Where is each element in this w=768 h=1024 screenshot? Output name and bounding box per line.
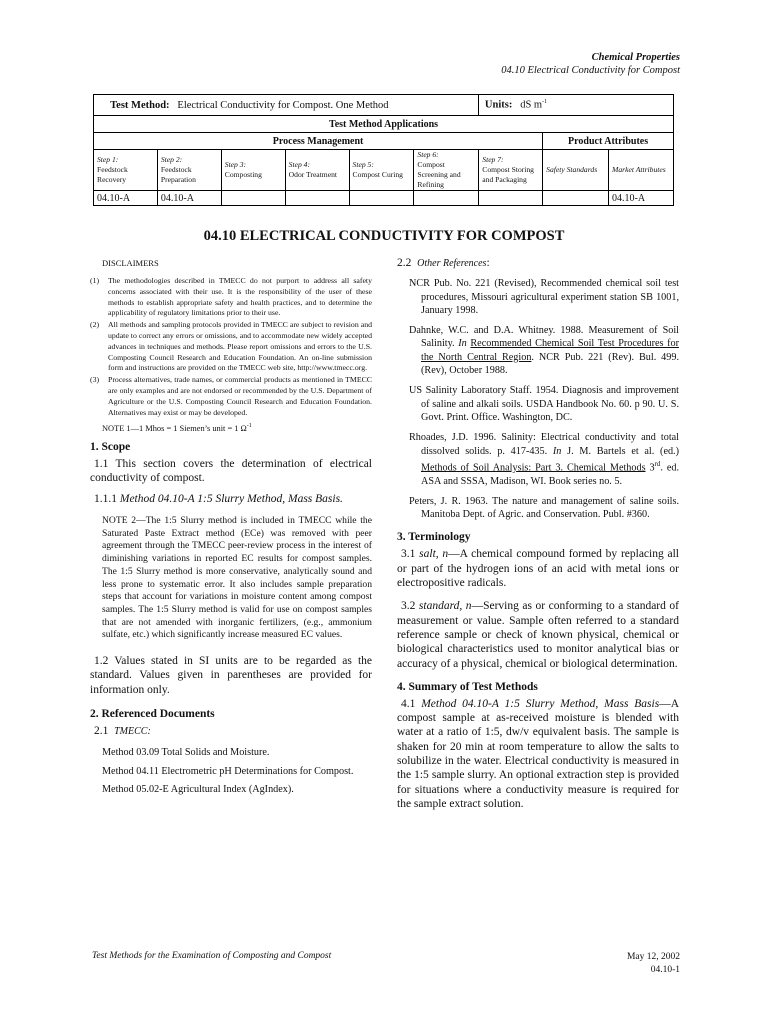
reference-entry: Rhoades, J.D. 1996. Salinity: Electrical conductivity and total dissolved solids. p. 417-435. In J. M. Bartels et al. (ed.) Methods of Soil Analysis: Part 3. Chemical Methods 3rd. ed. ASA and SSSA, Madison, WI. Book series no. 5. xyxy=(409,432,680,487)
running-header-subtitle: 04.10 Electrical Conductivity for Compost xyxy=(501,65,680,76)
units-label: Units: xyxy=(484,99,513,111)
process-management-heading: Process Management xyxy=(94,133,543,150)
running-header-section: Chemical Properties xyxy=(591,52,680,63)
scope-paragraph-1-1-1: 1.1.1 Method 04.10-A 1:5 Slurry Method, Mass Basis. xyxy=(94,492,343,505)
safety-standards-code xyxy=(543,191,609,206)
reference-entry: NCR Pub. No. 221 (Revised), Recommended chemical soil test procedures, Missouri agricultural experiment station SB 1001, January 1998. xyxy=(409,278,679,316)
test-method-cell xyxy=(94,95,479,116)
right-column xyxy=(397,256,679,811)
step-6-cell: Step 6: Compost Screening and Refining xyxy=(414,150,479,191)
footer-publication: Test Methods for the Examination of Composting and Compost xyxy=(92,951,332,961)
market-attributes-code: 04.10-A xyxy=(609,191,674,206)
subsection-2-1: 2.1 TMECC: xyxy=(94,724,151,737)
step-2-cell: Step 2: Feedstock Preparation xyxy=(157,150,221,191)
step-7-code xyxy=(479,191,543,206)
step-1-code: 04.10-A xyxy=(94,191,158,206)
section-4-heading: 4. Summary of Test Methods xyxy=(397,680,538,693)
note-1: NOTE 1—1 Mhos = 1 Siemen’s unit = 1 $\Omega^{-1}$ xyxy=(102,423,252,434)
test-method-table xyxy=(93,94,674,206)
term-salt: 3.1 salt, n—A chemical compound formed by replacing all or part of the hydrogen ions of an acid with metal ions or electropositive radicals. xyxy=(397,548,679,590)
disclaimer-item: (3) Process alternatives, trade names, or commercial products as mentioned in TMECC are only examples and are not endorsed or recommended by the U.S. Department of Agriculture or the U.S. Composting Council Research and Education Foundation. Alternatives may exist or may be developed. xyxy=(90,375,372,417)
reference-entry: Dahnke, W.C. and D.A. Whitney. 1988. Measurement of Soil Salinity. In Recommended Chemical Soil Test Procedures for the North Central Region. NCR Pub. 221 (Rev). Bul. 499. (Rev), October 1988. xyxy=(409,325,679,377)
step-1-cell: Step 1: Feedstock Recovery xyxy=(94,150,158,191)
applications-heading: Test Method Applications xyxy=(94,116,674,133)
units-cell xyxy=(479,95,674,116)
tmecc-reference: Method 05.02-E Agricultural Index (AgIndex). xyxy=(102,783,294,795)
term-standard: 3.2 standard, n—Serving as or conforming to a standard of measurement or value. Sample often referred to a standard reference sample or check of known physical, chemical or biological characteristics used to monitor analytical bias or accuracy of a physical, chemical or biological determination. xyxy=(397,600,679,670)
subsection-2-2: 2.2 Other References: xyxy=(397,257,490,269)
step-4-cell: Step 4: Odor Treatment xyxy=(285,150,349,191)
market-attributes-cell: Market Attributes xyxy=(609,150,674,191)
note-2: NOTE 2—The 1:5 Slurry method is included in TMECC while the Saturated Paste Extract method (ECe) was removed with peer agreement through the TMECC peer-review process in the interest of diminishing variations in reported EC results for compost samples. The 1:5 Slurry method is more conservative, analytically sound and less prone to systematic error. It also includes sample preparation steps that account for variations in moisture content among compost samples. The 1:5 Slurry method is valid for use on compost samples that are not amended with inorganic fertilizers, (e.g., ammonium sulfate, etc.) which significantly increase measured EC values. xyxy=(102,515,372,641)
step-5-cell: Step 5: Compost Curing xyxy=(349,150,414,191)
test-method-label: Test Method: xyxy=(110,99,170,111)
step-7-cell: Step 7: Compost Storing and Packaging xyxy=(479,150,543,191)
section-2-heading: 2. Referenced Documents xyxy=(90,707,215,720)
scope-paragraph-1-1: 1.1 This section covers the determination of electrical conductivity of compost. xyxy=(90,458,372,485)
disclaimer-item: (2) All methods and sampling protocols provided in TMECC are subject to revision and update to correct any errors or omissions, and to accommodate new widely accepted advances in techniques and methods. Please report omissions and errors to the U.S. Composting Council Research and Education Foundation. An on-line submission form and instructions are provided on the TMECC web site, http://www.tmecc.org. xyxy=(90,320,372,373)
reference-entry: US Salinity Laboratory Staff. 1954. Diagnosis and improvement of saline and alkali soils. USDA Handbook No. 60. p 90. U. S. Govt. Print. Office. Washington, DC. xyxy=(409,385,679,423)
disclaimers-heading: DISCLAIMERS xyxy=(102,258,159,268)
page-number: 04.10-1 xyxy=(650,965,680,975)
step-3-code xyxy=(221,191,285,206)
tmecc-reference: Method 03.09 Total Solids and Moisture. xyxy=(102,747,270,759)
step-2-code: 04.10-A xyxy=(157,191,221,206)
footer-date: May 12, 2002 xyxy=(626,952,680,962)
tmecc-reference: Method 04.11 Electrometric pH Determinations for Compost. xyxy=(102,765,354,777)
section-3-heading: 3. Terminology xyxy=(397,531,471,544)
test-method-value: Electrical Conductivity for Compost. One Method xyxy=(177,99,389,111)
product-attributes-heading: Product Attributes xyxy=(543,133,674,150)
step-5-code xyxy=(349,191,414,206)
units-value: dS m xyxy=(520,99,543,111)
reference-entry: Peters, J. R. 1963. The nature and management of saline soils. Manitoba Dept. of Agric. and Conservation. Publ. #360. xyxy=(409,495,679,521)
step-4-code xyxy=(285,191,349,206)
page-title: 04.10 ELECTRICAL CONDUCTIVITY FOR COMPOST xyxy=(203,228,565,244)
section-1-heading: 1. Scope xyxy=(90,441,131,454)
disclaimer-item: (1) The methodologies described in TMECC do not purport to address all safety concerns associated with their use. It is the responsibility of the user of these methods to establish appropriate safety and health practices, and to determine the applicability of regulatory limitations prior to their use. xyxy=(90,276,372,318)
step-3-cell: Step 3: Composting xyxy=(221,150,285,191)
left-column xyxy=(90,258,372,801)
summary-4-1: 4.1 Method 04.10-A 1:5 Slurry Method, Mass Basis—A compost sample at as-received moisture is blended with water at a ratio of 1:5, dw/v equivalent basis. The sample is shaken for 20 min at room temperature to allow the salts to solubilize in the water. Electrical conductivity is measured in the 1:5 sample slurry. An optional extraction step is provided for situations where a conductivity measure is required for the sample extract solution. xyxy=(397,697,680,810)
step-6-code xyxy=(414,191,479,206)
safety-standards-cell: Safety Standards xyxy=(543,150,609,191)
units-exponent: -1 xyxy=(542,99,548,106)
footer-right xyxy=(627,951,680,977)
scope-paragraph-1-2: 1.2 Values stated in SI units are to be regarded as the standard. Values given in parentheses are provided for information only. xyxy=(90,655,372,696)
